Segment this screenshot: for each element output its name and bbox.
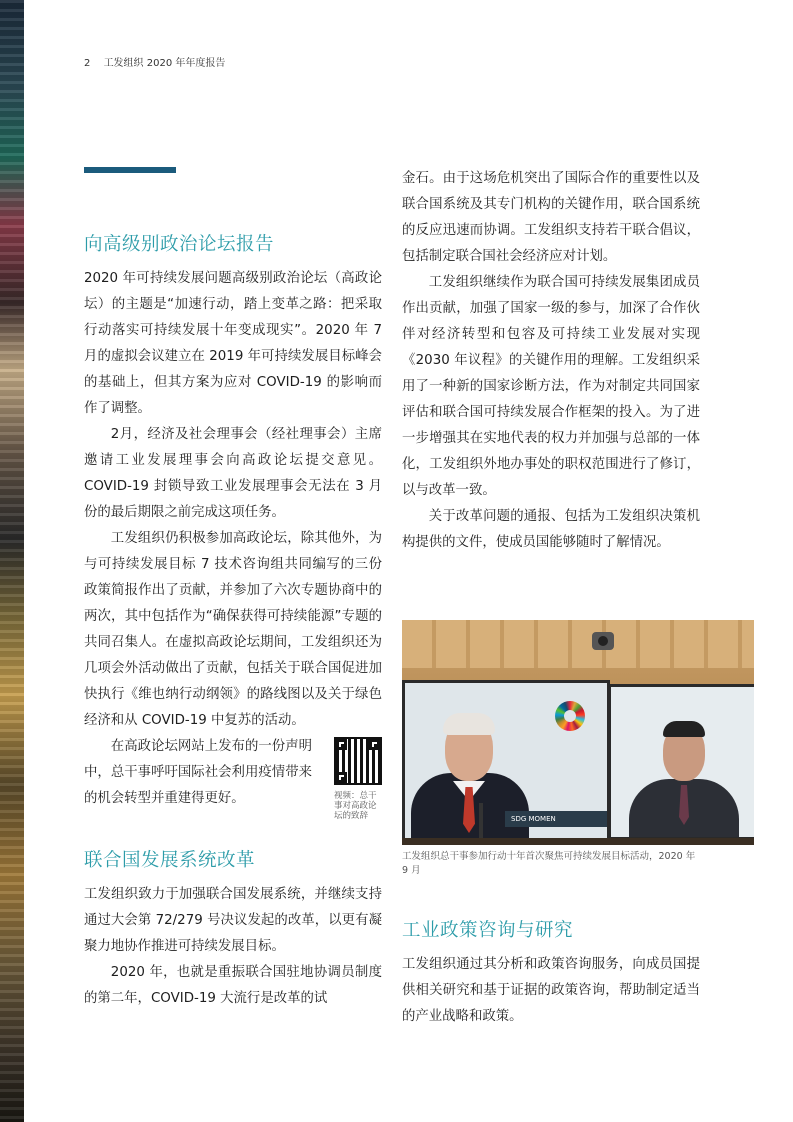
section-heading-policy: 工业政策咨询与研究 [402,920,574,941]
qr-caption: 视频：总干事对高政论坛的致辞 [334,791,377,821]
sdg-wheel-icon [555,701,585,731]
qr-code-icon[interactable] [334,737,382,785]
right-column-lower [402,918,700,1030]
right-column [402,166,700,556]
paragraph: 工发组织通过其分析和政策咨询服务，向成员国提供相关研究和基于证据的政策咨询，帮助制定适当的产业战略和政策。 [402,957,700,1024]
screen-right [608,684,754,840]
wall-panels [402,620,754,668]
desk-edge [402,838,754,845]
qr-box[interactable] [334,737,382,821]
director-hair [663,721,705,737]
left-column [84,232,382,1012]
edge-photo-strip [0,0,24,1122]
video-conference-photo [402,620,754,845]
microphone-icon [479,803,483,839]
paragraph: 2月，经济及社会理事会（经社理事会）主席邀请工业发展理事会向高政论坛提交意见。COVID-19 封锁导致工业发展理事会无法在 3 月份的最后期限之前完成这项任务。 [84,427,382,520]
screen-left [402,680,610,844]
paragraph: 在高政论坛网站上发布的一份声明中，总干事呼吁国际社会利用疫情带来的机会转型并重建得更好。 [84,739,312,806]
section-heading-hlpf: 向高级别政治论坛报告 [84,234,275,255]
paragraph: 工发组织继续作为联合国可持续发展集团成员作出贡献，加强了国家一级的参与，加深了合作伙伴对经济转型和包容及可持续工业发展对实现《2030 年议程》的关键作用的理解。工发组织采用了一种新的国家诊断方法，作为对制定共同国家评估和联合国可持续发展合作框架的投入。为了进一步增强其在实地代表的权力并加强与总部的一体化，工发组织外地办事处的职权范围进行了修订，以与改革一致。 [402,275,700,498]
page-number: 2 [84,58,91,69]
screen-banner: SDG MOMEN [505,811,607,827]
paragraph: 2020 年可持续发展问题高级别政治论坛（高政论坛）的主题是“加速行动，踏上变革之路：把采取行动落实可持续发展十年变成现实”。2020 年 7 月的虚拟会议建立在 2019 年可持续发展目标峰会的基础上，但其方案为应对 COVID-19 的影响而作了调整。 [84,271,382,416]
running-title: 工发组织 2020 年年度报告 [103,58,226,69]
qr-block [84,734,382,821]
paragraph: 工发组织致力于加强联合国发展系统，并继续支持通过大会第 72/279 号决议发起的改革，以更有凝聚力地协作推进可持续发展目标。 [84,887,382,954]
camera-icon [592,632,614,650]
speaker-hair [443,713,495,735]
paragraph: 关于改革问题的通报、包括为工发组织决策机构提供的文件，使成员国能够随时了解情况。 [402,509,700,550]
running-header [84,54,225,69]
paragraph: 2020 年，也就是重振联合国驻地协调员制度的第二年，COVID-19 大流行是改革的试 [84,965,382,1006]
section-heading-undev: 联合国发展系统改革 [84,850,256,871]
photo-caption: 工发组织总干事参加行动十年首次聚焦可持续发展目标活动，2020 年 9 月 [402,851,696,876]
accent-bar [84,167,176,173]
paragraph: 工发组织仍积极参加高政论坛，除其他外，为与可持续发展目标 7 技术咨询组共同编写的三份政策简报作出了贡献，并参加了六次专题协商中的两次，其中包括作为“确保获得可持续能源”专题的共同召集人。在虚拟高政论坛期间，工发组织还为几项会外活动做出了贡献，包括关于联合国促进加快执行《维也纳行动纲领》的路线图以及关于绿色经济和从 COVID-19 中复苏的活动。 [84,531,382,728]
paragraph: 金石。由于这场危机突出了国际合作的重要性以及联合国系统及其专门机构的关键作用，联合国系统的反应迅速而协调。工发组织支持若干联合倡议，包括制定联合国社会经济应对计划。 [402,171,700,264]
